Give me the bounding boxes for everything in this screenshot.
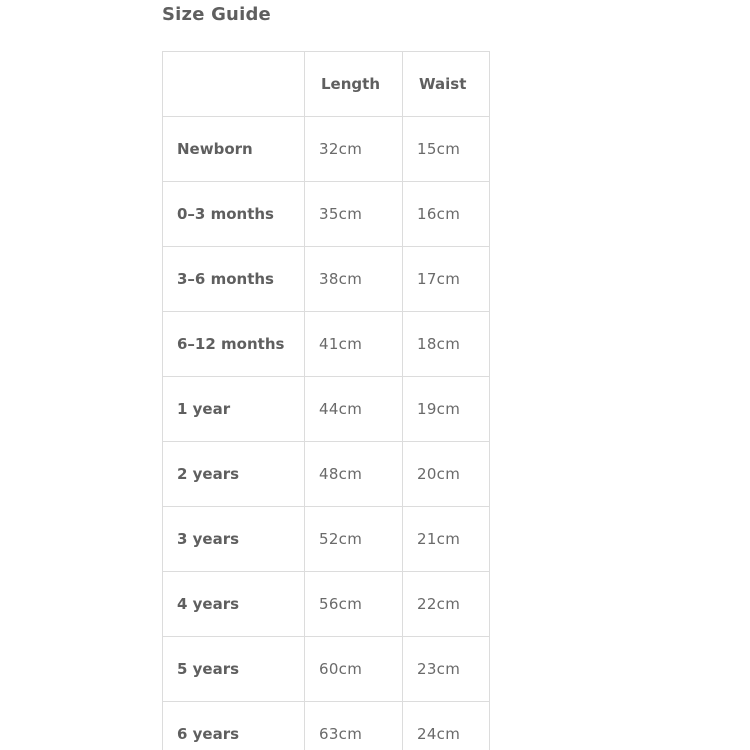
waist-cell: 23cm	[403, 637, 490, 702]
waist-cell: 18cm	[403, 312, 490, 377]
waist-cell: 19cm	[403, 377, 490, 442]
header-cell-length: Length	[305, 52, 403, 117]
table-body	[163, 117, 490, 750]
size-cell: 4 years	[163, 572, 305, 637]
page-title: Size Guide	[162, 4, 271, 25]
length-cell: 41cm	[305, 312, 403, 377]
header-cell-size	[163, 52, 305, 117]
waist-cell: 20cm	[403, 442, 490, 507]
table-row	[163, 117, 490, 182]
table-row	[163, 507, 490, 572]
size-cell: 6 years	[163, 702, 305, 750]
length-cell: 63cm	[305, 702, 403, 750]
waist-cell: 22cm	[403, 572, 490, 637]
header-row	[163, 52, 490, 117]
size-cell: 3–6 months	[163, 247, 305, 312]
waist-cell: 16cm	[403, 182, 490, 247]
waist-cell: 17cm	[403, 247, 490, 312]
length-cell: 60cm	[305, 637, 403, 702]
waist-cell: 15cm	[403, 117, 490, 182]
length-cell: 32cm	[305, 117, 403, 182]
length-cell: 38cm	[305, 247, 403, 312]
table-row	[163, 442, 490, 507]
size-cell: 0–3 months	[163, 182, 305, 247]
waist-cell: 24cm	[403, 702, 490, 750]
size-cell: 3 years	[163, 507, 305, 572]
length-cell: 48cm	[305, 442, 403, 507]
size-cell: 1 year	[163, 377, 305, 442]
table-row	[163, 702, 490, 750]
length-cell: 44cm	[305, 377, 403, 442]
size-cell: 5 years	[163, 637, 305, 702]
size-cell: Newborn	[163, 117, 305, 182]
waist-cell: 21cm	[403, 507, 490, 572]
header-cell-waist: Waist	[403, 52, 490, 117]
length-cell: 35cm	[305, 182, 403, 247]
size-cell: 6–12 months	[163, 312, 305, 377]
table-header	[163, 52, 490, 117]
table-row	[163, 312, 490, 377]
size-cell: 2 years	[163, 442, 305, 507]
table-row	[163, 247, 490, 312]
length-cell: 56cm	[305, 572, 403, 637]
table-row	[163, 377, 490, 442]
size-guide-table	[162, 51, 490, 750]
table-row	[163, 637, 490, 702]
length-cell: 52cm	[305, 507, 403, 572]
table-row	[163, 182, 490, 247]
table-row	[163, 572, 490, 637]
